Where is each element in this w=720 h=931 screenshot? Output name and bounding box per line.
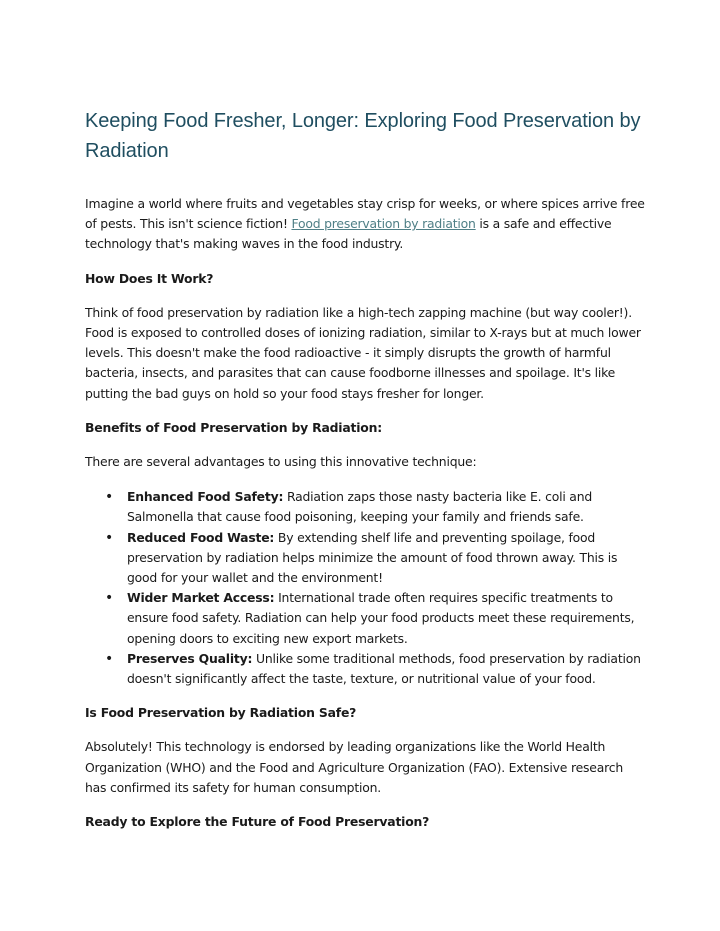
list-item	[85, 649, 645, 689]
benefits-list	[85, 487, 645, 689]
intro-text-before-link: Imagine a world where fruits and vegetables stay crisp for weeks, or where spices arrive free of pests. This isn't science fiction!	[85, 196, 645, 232]
page-title: Keeping Food Fresher, Longer: Exploring Food Preservation by Radiation	[85, 110, 641, 162]
benefits-lead-paragraph: There are several advantages to using this innovative technique:	[85, 454, 477, 470]
food-preservation-link[interactable]: Food preservation by radiation	[291, 216, 476, 232]
heading-how-it-works: How Does It Work?	[85, 270, 214, 286]
list-item-title: Reduced Food Waste:	[127, 529, 275, 545]
heading-safety: Is Food Preservation by Radiation Safe?	[85, 705, 357, 721]
list-item	[85, 588, 645, 649]
list-item	[85, 528, 645, 589]
intro-text-after-link: is a safe and effective technology that's making waves in the food industry.	[85, 216, 612, 252]
list-item-title: Enhanced Food Safety:	[127, 489, 284, 505]
heading-benefits: Benefits of Food Preservation by Radiation:	[85, 419, 382, 435]
list-item-text: By extending shelf life and preventing spoilage, food preservation by radiation helps minimize the amount of food thrown away. This is good for your wallet and the environment!	[127, 529, 618, 586]
heading-future: Ready to Explore the Future of Food Preservation?	[85, 814, 430, 830]
document-page	[85, 106, 645, 832]
list-item-text: Unlike some traditional methods, food preservation by radiation doesn't significantly affect the taste, texture, or nutritional value of your food.	[127, 650, 641, 687]
intro-paragraph	[85, 194, 645, 255]
how-it-works-paragraph: Think of food preservation by radiation like a high-tech zapping machine (but way cooler!). Food is exposed to controlled doses of ionizing radiation, similar to X-rays but at much lower levels. This doesn't make the food radioactive - it simply disrupts the growth of harmful bacteria, insects, and parasites that can cause foodborne illnesses and spoilage. It's like putting the bad guys on hold so your food stays fresher for longer.	[85, 304, 641, 401]
list-item	[85, 487, 645, 527]
list-item-text: International trade often requires specific treatments to ensure food safety. Radiation can help your food products meet these requirements, opening doors to exciting new export markets.	[127, 590, 635, 646]
list-item-title: Wider Market Access:	[127, 590, 275, 606]
list-item-text: Radiation zaps those nasty bacteria like E. coli and Salmonella that cause food poisoning, keeping your family and friends safe.	[127, 489, 593, 525]
list-item-title: Preserves Quality:	[127, 650, 253, 666]
safety-paragraph: Absolutely! This technology is endorsed by leading organizations like the World Health Organization (WHO) and the Food and Agriculture Organization (FAO). Extensive research has confirmed its safety for human consumption.	[85, 739, 623, 795]
